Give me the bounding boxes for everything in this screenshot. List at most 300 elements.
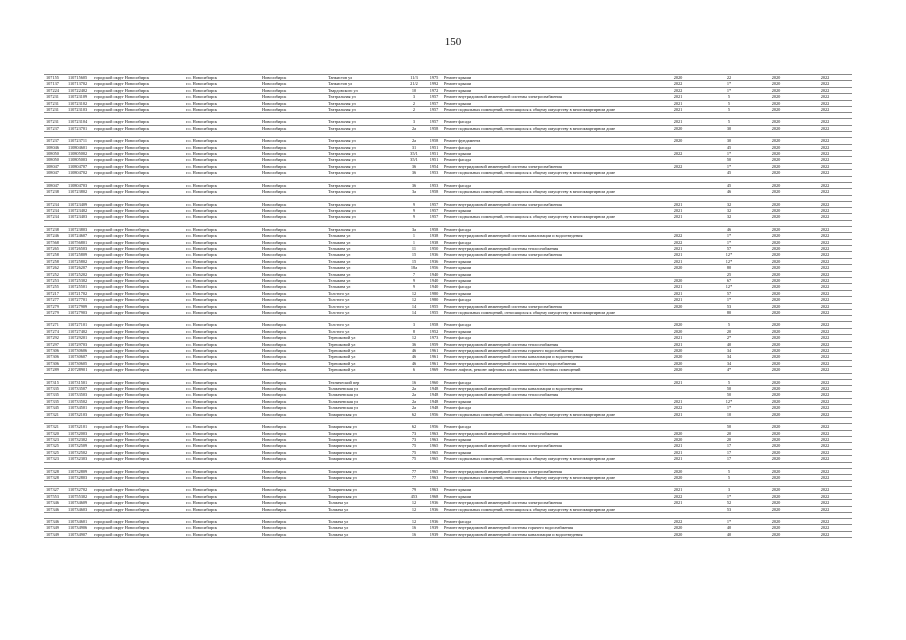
cell-street: Театральная ул: [326, 207, 402, 213]
cell-plan-year: 2021: [652, 258, 704, 264]
cell-district: г.о. Новосибирск: [184, 151, 260, 157]
cell-municipality: городской округ Новосибирск: [92, 297, 184, 303]
cell-cost: 5: [704, 474, 754, 480]
cell-period-start: 2020: [754, 335, 798, 341]
cell-period-start: 2020: [754, 75, 798, 81]
cell-house-number: 2а: [402, 392, 426, 398]
cell-municipality: городской округ Новосибирск: [92, 107, 184, 113]
cell-street: Толстого ул: [326, 290, 402, 296]
cell-work-id: 110727101: [66, 322, 92, 328]
cell-house-number: 3а: [402, 226, 426, 232]
cell-period-end: 2022: [798, 531, 852, 537]
cell-municipality: городской округ Новосибирск: [92, 94, 184, 100]
cell-work-type: Ремонт фасада: [442, 144, 652, 150]
cell-year-built: 1957: [426, 100, 442, 106]
cell-work-id: 110755302: [66, 493, 92, 499]
cell-year-built: 1968: [426, 493, 442, 499]
cell-house-id: 108047: [44, 182, 66, 188]
cell-year-built: 1959: [426, 341, 442, 347]
cell-city: Новосибирск: [260, 411, 326, 417]
cell-year-built: 1957: [426, 107, 442, 113]
cell-house-id: 107237: [44, 138, 66, 144]
cell-house-id: 107224: [44, 87, 66, 93]
cell-cost: 17: [704, 456, 754, 462]
cell-street: Толстого ул: [326, 303, 402, 309]
cell-municipality: городской округ Новосибирск: [92, 239, 184, 245]
cell-city: Новосибирск: [260, 100, 326, 106]
cell-municipality: городской округ Новосибирск: [92, 189, 184, 195]
cell-work-type: Ремонт внутридомовой инженерной системы электроснабжения: [442, 94, 652, 100]
cell-cost: 34: [704, 360, 754, 366]
cell-city: Новосибирск: [260, 341, 326, 347]
cell-city: Новосибирск: [260, 157, 326, 163]
cell-house-number: 11/3: [402, 75, 426, 81]
cell-period-end: 2022: [798, 328, 852, 334]
cell-street: Томаринская ул: [326, 474, 402, 480]
cell-house-number: 2а: [402, 405, 426, 411]
cell-cost: 17: [704, 443, 754, 449]
cell-district: г.о. Новосибирск: [184, 94, 260, 100]
cell-work-type: Ремонт внутридомовой инженерной системы теплоснабжения: [442, 341, 652, 347]
cell-street: Терешковой ул: [326, 335, 402, 341]
cell-district: г.о. Новосибирск: [184, 341, 260, 347]
cell-cost: 32: [704, 214, 754, 220]
cell-period-start: 2020: [754, 506, 798, 512]
cell-cost: 45: [704, 182, 754, 188]
cell-house-number: 9: [402, 277, 426, 283]
register-table: [44, 74, 852, 538]
cell-city: Новосибирск: [260, 531, 326, 537]
cell-district: г.о. Новосибирск: [184, 245, 260, 251]
cell-work-id: 110727903: [66, 310, 92, 316]
cell-cost: 46: [704, 226, 754, 232]
cell-work-type: Ремонт крыши: [442, 398, 652, 404]
cell-period-start: 2020: [754, 468, 798, 474]
cell-year-built: 1948: [426, 398, 442, 404]
cell-house-id: 108047: [44, 163, 66, 169]
cell-house-id: 107237: [44, 125, 66, 131]
cell-street: Толстого ул: [326, 328, 402, 334]
cell-cost: 40: [704, 341, 754, 347]
cell-municipality: городской округ Новосибирск: [92, 506, 184, 512]
cell-municipality: городской округ Новосибирск: [92, 341, 184, 347]
cell-street: Театральная ул: [326, 107, 402, 113]
cell-period-end: 2022: [798, 207, 852, 213]
cell-work-id: 110733503: [66, 392, 92, 398]
cell-district: г.о. Новосибирск: [184, 144, 260, 150]
cell-cost: 5: [704, 379, 754, 385]
cell-work-type: Ремонт подвальных помещений, относящихся к общему имуществу в многоквартирном доме: [442, 310, 652, 316]
cell-work-type: Ремонт фундамента: [442, 138, 652, 144]
cell-work-type: Ремонт подвальных помещений, относящихся к общему имуществу в многоквартирном доме: [442, 170, 652, 176]
cell-period-start: 2020: [754, 322, 798, 328]
cell-plan-year: 2020: [652, 348, 704, 354]
cell-plan-year: 2022: [652, 151, 704, 157]
cell-municipality: городской округ Новосибирск: [92, 518, 184, 524]
cell-period-end: 2022: [798, 525, 852, 531]
cell-district: г.о. Новосибирск: [184, 379, 260, 385]
cell-house-number: 1: [402, 233, 426, 239]
cell-city: Новосибирск: [260, 297, 326, 303]
cell-work-type: Ремонт внутридомовой инженерной системы горячего водоснабжения: [442, 348, 652, 354]
cell-house-id: 107155: [44, 75, 66, 81]
cell-municipality: городской округ Новосибирск: [92, 386, 184, 392]
cell-municipality: городской округ Новосибирск: [92, 290, 184, 296]
cell-district: г.о. Новосибирск: [184, 214, 260, 220]
cell-district: г.о. Новосибирск: [184, 398, 260, 404]
cell-work-type: Ремонт внутридомовой инженерной системы электроснабжения: [442, 443, 652, 449]
cell-year-built: 1957: [426, 214, 442, 220]
cell-municipality: городской округ Новосибирск: [92, 265, 184, 271]
cell-period-end: 2022: [798, 303, 852, 309]
cell-period-start: 2020: [754, 386, 798, 392]
cell-district: г.о. Новосибирск: [184, 258, 260, 264]
cell-plan-year: 2021: [652, 207, 704, 213]
cell-work-id: 110726503: [66, 245, 92, 251]
cell-work-id: 110805002: [66, 151, 92, 157]
cell-period-end: 2022: [798, 487, 852, 493]
cell-municipality: городской округ Новосибирск: [92, 500, 184, 506]
cell-house-id: 107234: [44, 207, 66, 213]
cell-city: Новосибирск: [260, 436, 326, 442]
cell-plan-year: 2020: [652, 367, 704, 373]
cell-district: г.о. Новосибирск: [184, 170, 260, 176]
cell-district: г.о. Новосибирск: [184, 277, 260, 283]
cell-cost: 67: [704, 277, 754, 283]
cell-period-end: 2022: [798, 277, 852, 283]
cell-house-id: 107271: [44, 322, 66, 328]
cell-period-start: 2020: [754, 348, 798, 354]
cell-work-id: 110723109: [66, 94, 92, 100]
cell-work-type: Ремонт крыши: [442, 207, 652, 213]
cell-period-end: 2022: [798, 87, 852, 93]
cell-period-start: 2020: [754, 474, 798, 480]
cell-city: Новосибирск: [260, 87, 326, 93]
cell-work-type: Ремонт внутридомовой инженерной системы теплоснабжения: [442, 392, 652, 398]
cell-cost: 5: [704, 322, 754, 328]
cell-street: Толмача ул: [326, 525, 402, 531]
cell-district: г.о. Новосибирск: [184, 354, 260, 360]
cell-period-end: 2022: [798, 297, 852, 303]
cell-year-built: 1948: [426, 392, 442, 398]
cell-plan-year: 2022: [652, 233, 704, 239]
cell-plan-year: 2020: [652, 354, 704, 360]
cell-period-start: 2020: [754, 328, 798, 334]
cell-cost: 30: [704, 138, 754, 144]
cell-house-number: 15: [402, 252, 426, 258]
cell-work-type: Ремонт крыши: [442, 81, 652, 87]
cell-period-end: 2022: [798, 284, 852, 290]
cell-period-start: 2020: [754, 125, 798, 131]
cell-year-built: 1956: [426, 424, 442, 430]
cell-district: г.о. Новосибирск: [184, 125, 260, 131]
cell-district: г.о. Новосибирск: [184, 233, 260, 239]
cell-year-built: 1958: [426, 138, 442, 144]
cell-year-built: 1939: [426, 531, 442, 537]
cell-plan-year: 2021: [652, 398, 704, 404]
cell-year-built: 1980: [426, 297, 442, 303]
cell-house-number: 46: [402, 354, 426, 360]
cell-city: Новосибирск: [260, 493, 326, 499]
cell-district: г.о. Новосибирск: [184, 443, 260, 449]
cell-work-id: 110734907: [66, 531, 92, 537]
cell-house-number: 36: [402, 182, 426, 188]
cell-municipality: городской округ Новосибирск: [92, 277, 184, 283]
cell-cost: 50: [704, 424, 754, 430]
cell-year-built: 1961: [426, 354, 442, 360]
cell-house-number: 2а: [402, 138, 426, 144]
cell-municipality: городской округ Новосибирск: [92, 271, 184, 277]
cell-city: Новосибирск: [260, 468, 326, 474]
cell-year-built: 1961: [426, 360, 442, 366]
cell-work-type: Ремонт фасада: [442, 335, 652, 341]
cell-municipality: городской округ Новосибирск: [92, 493, 184, 499]
cell-district: г.о. Новосибирск: [184, 87, 260, 93]
cell-city: Новосибирск: [260, 233, 326, 239]
cell-work-type: Ремонт фасада: [442, 226, 652, 232]
cell-year-built: 1955: [426, 310, 442, 316]
cell-plan-year: 2021: [652, 500, 704, 506]
cell-house-number: 12: [402, 518, 426, 524]
cell-period-end: 2022: [798, 239, 852, 245]
cell-year-built: 1948: [426, 386, 442, 392]
cell-work-id: 110727909: [66, 303, 92, 309]
cell-house-id: 108050: [44, 157, 66, 163]
cell-plan-year: 2021: [652, 487, 704, 493]
cell-house-id: 107253: [44, 277, 66, 283]
cell-municipality: городской округ Новосибирск: [92, 367, 184, 373]
cell-street: Терешковой ул: [326, 360, 402, 366]
cell-period-start: 2020: [754, 189, 798, 195]
cell-year-built: 1938: [426, 233, 442, 239]
cell-work-type: Ремонт фасада: [442, 239, 652, 245]
cell-municipality: городской округ Новосибирск: [92, 207, 184, 213]
cell-municipality: городской округ Новосибирск: [92, 252, 184, 258]
cell-street: Толмачевская ул: [326, 405, 402, 411]
cell-city: Новосибирск: [260, 252, 326, 258]
cell-period-end: 2022: [798, 290, 852, 296]
cell-work-type: Ремонт крыши: [442, 87, 652, 93]
cell-cost: 50: [704, 392, 754, 398]
cell-district: г.о. Новосибирск: [184, 271, 260, 277]
cell-period-end: 2022: [798, 449, 852, 455]
cell-district: г.о. Новосибирск: [184, 138, 260, 144]
cell-year-built: 1950: [426, 245, 442, 251]
cell-cost: 2*: [704, 335, 754, 341]
cell-district: г.о. Новосибирск: [184, 367, 260, 373]
cell-work-type: Ремонт крыши: [442, 265, 652, 271]
cell-street: Театральная ул: [326, 157, 402, 163]
cell-plan-year: 2020: [652, 430, 704, 436]
cell-period-end: 2022: [798, 138, 852, 144]
cell-period-start: 2020: [754, 310, 798, 316]
cell-cost: 34: [704, 348, 754, 354]
cell-municipality: городской округ Новосибирск: [92, 411, 184, 417]
cell-district: г.о. Новосибирск: [184, 449, 260, 455]
cell-city: Новосибирск: [260, 474, 326, 480]
cell-district: г.о. Новосибирск: [184, 207, 260, 213]
cell-street: Театральная ул: [326, 214, 402, 220]
cell-house-id: 107292: [44, 335, 66, 341]
cell-cost: 20: [704, 436, 754, 442]
cell-period-start: 2020: [754, 252, 798, 258]
cell-municipality: городской округ Новосибирск: [92, 182, 184, 188]
cell-cost: 1*: [704, 405, 754, 411]
cell-period-start: 2020: [754, 245, 798, 251]
cell-period-start: 2020: [754, 163, 798, 169]
cell-period-end: 2022: [798, 411, 852, 417]
cell-work-type: Ремонт фасада: [442, 405, 652, 411]
cell-district: г.о. Новосибирск: [184, 525, 260, 531]
cell-period-end: 2022: [798, 310, 852, 316]
cell-district: г.о. Новосибирск: [184, 75, 260, 81]
cell-work-type: Ремонт внутридомовой инженерной системы теплоснабжения: [442, 245, 652, 251]
cell-period-start: 2020: [754, 107, 798, 113]
cell-city: Новосибирск: [260, 487, 326, 493]
cell-house-number: 46: [402, 348, 426, 354]
cell-house-number: 3: [402, 94, 426, 100]
cell-year-built: 1953: [426, 182, 442, 188]
cell-period-start: 2020: [754, 303, 798, 309]
cell-work-type: Ремонт лифтов, ремонт лифтовых шахт, машинных и блочных помещений: [442, 367, 652, 373]
cell-district: г.о. Новосибирск: [184, 163, 260, 169]
cell-street: Тельмана ул: [326, 271, 402, 277]
cell-street: Терешковой ул: [326, 348, 402, 354]
cell-city: Новосибирск: [260, 207, 326, 213]
cell-municipality: городской округ Новосибирск: [92, 163, 184, 169]
cell-city: Новосибирск: [260, 525, 326, 531]
cell-municipality: городской округ Новосибирск: [92, 125, 184, 131]
cell-work-type: Ремонт подвальных помещений, относящихся к общему имуществу в многоквартирном доме: [442, 456, 652, 462]
cell-municipality: городской округ Новосибирск: [92, 405, 184, 411]
cell-period-end: 2022: [798, 226, 852, 232]
cell-year-built: 1954: [426, 163, 442, 169]
cell-house-number: 77: [402, 468, 426, 474]
cell-period-end: 2022: [798, 322, 852, 328]
cell-cost: 12*: [704, 252, 754, 258]
cell-work-type: Ремонт внутридомовой инженерной системы теплоснабжения: [442, 430, 652, 436]
cell-work-type: Ремонт подвальных помещений, относящихся к общему имуществу в многоквартирном доме: [442, 125, 652, 131]
cell-year-built: 1957: [426, 207, 442, 213]
cell-work-id: 110723104: [66, 119, 92, 125]
cell-street: Танкистов ул: [326, 75, 402, 81]
cell-house-id: 107238: [44, 189, 66, 195]
cell-house-id: 107323: [44, 456, 66, 462]
cell-cost: 40: [704, 531, 754, 537]
cell-plan-year: 2021: [652, 341, 704, 347]
cell-work-id: 110723103: [66, 107, 92, 113]
cell-municipality: городской округ Новосибирск: [92, 81, 184, 87]
cell-house-id: 107325: [44, 443, 66, 449]
cell-year-built: 1958: [426, 226, 442, 232]
cell-district: г.о. Новосибирск: [184, 239, 260, 245]
cell-period-end: 2022: [798, 367, 852, 373]
cell-year-built: 1956: [426, 265, 442, 271]
cell-house-number: 35/1: [402, 157, 426, 163]
cell-cost: 25: [704, 271, 754, 277]
cell-district: г.о. Новосибирск: [184, 436, 260, 442]
cell-municipality: городской округ Новосибирск: [92, 226, 184, 232]
cell-municipality: городской округ Новосибирск: [92, 144, 184, 150]
cell-house-id: 107346: [44, 518, 66, 524]
cell-house-id: 107231: [44, 107, 66, 113]
cell-cost: 22: [704, 75, 754, 81]
cell-house-number: 15: [402, 258, 426, 264]
cell-house-number: 14: [402, 310, 426, 316]
cell-street: Толмача ул: [326, 531, 402, 537]
cell-plan-year: 2020: [652, 525, 704, 531]
cell-district: г.о. Новосибирск: [184, 119, 260, 125]
cell-street: Тельмана ул: [326, 233, 402, 239]
cell-cost: 20: [704, 328, 754, 334]
cell-period-start: 2020: [754, 500, 798, 506]
cell-house-number: 12: [402, 506, 426, 512]
cell-cost: 5: [704, 468, 754, 474]
cell-year-built: 1980: [426, 290, 442, 296]
cell-street: Театральная ул: [326, 138, 402, 144]
cell-work-id: 110725501: [66, 284, 92, 290]
cell-plan-year: 2021: [652, 335, 704, 341]
cell-city: Новосибирск: [260, 424, 326, 430]
cell-period-end: 2022: [798, 474, 852, 480]
cell-house-id: 107246: [44, 233, 66, 239]
cell-city: Новосибирск: [260, 107, 326, 113]
cell-house-id: 107279: [44, 303, 66, 309]
cell-city: Новосибирск: [260, 430, 326, 436]
cell-municipality: городской округ Новосибирск: [92, 170, 184, 176]
cell-work-type: Ремонт крыши: [442, 100, 652, 106]
cell-street: Тельмана ул: [326, 277, 402, 283]
cell-municipality: городской округ Новосибирск: [92, 525, 184, 531]
cell-municipality: городской округ Новосибирск: [92, 487, 184, 493]
cell-period-start: 2020: [754, 271, 798, 277]
cell-plan-year: 2021: [652, 284, 704, 290]
cell-municipality: городской округ Новосибирск: [92, 436, 184, 442]
cell-house-number: 62: [402, 424, 426, 430]
cell-period-end: 2022: [798, 214, 852, 220]
cell-district: г.о. Новосибирск: [184, 405, 260, 411]
cell-work-type: Ремонт фасада: [442, 297, 652, 303]
cell-plan-year: 2021: [652, 290, 704, 296]
cell-period-end: 2022: [798, 265, 852, 271]
cell-work-id: 110732502: [66, 449, 92, 455]
cell-district: г.о. Новосибирск: [184, 348, 260, 354]
cell-cost: 57: [704, 290, 754, 296]
cell-city: Новосибирск: [260, 348, 326, 354]
cell-work-type: Ремонт крыши: [442, 151, 652, 157]
cell-period-start: 2020: [754, 367, 798, 373]
cell-house-id: 107335: [44, 392, 66, 398]
cell-work-id: 110732803: [66, 474, 92, 480]
cell-plan-year: 2021: [652, 443, 704, 449]
cell-municipality: городской округ Новосибирск: [92, 449, 184, 455]
cell-house-number: 14: [402, 303, 426, 309]
cell-work-id: 110732303: [66, 456, 92, 462]
cell-work-type: Ремонт подвальных помещений, относящихся к общему имуществу в многоквартирном доме: [442, 474, 652, 480]
cell-work-type: Ремонт внутридомовой инженерной системы электроснабжения: [442, 303, 652, 309]
cell-street: Томаринская ул: [326, 430, 402, 436]
cell-plan-year: 2022: [652, 239, 704, 245]
cell-work-type: Ремонт крыши: [442, 75, 652, 81]
cell-period-start: 2020: [754, 144, 798, 150]
cell-house-id: 107297: [44, 341, 66, 347]
cell-district: г.о. Новосибирск: [184, 284, 260, 290]
cell-plan-year: 2020: [652, 322, 704, 328]
cell-work-id: 110724607: [66, 233, 92, 239]
cell-district: г.о. Новосибирск: [184, 265, 260, 271]
cell-house-number: 8: [402, 328, 426, 334]
cell-city: Новосибирск: [260, 500, 326, 506]
